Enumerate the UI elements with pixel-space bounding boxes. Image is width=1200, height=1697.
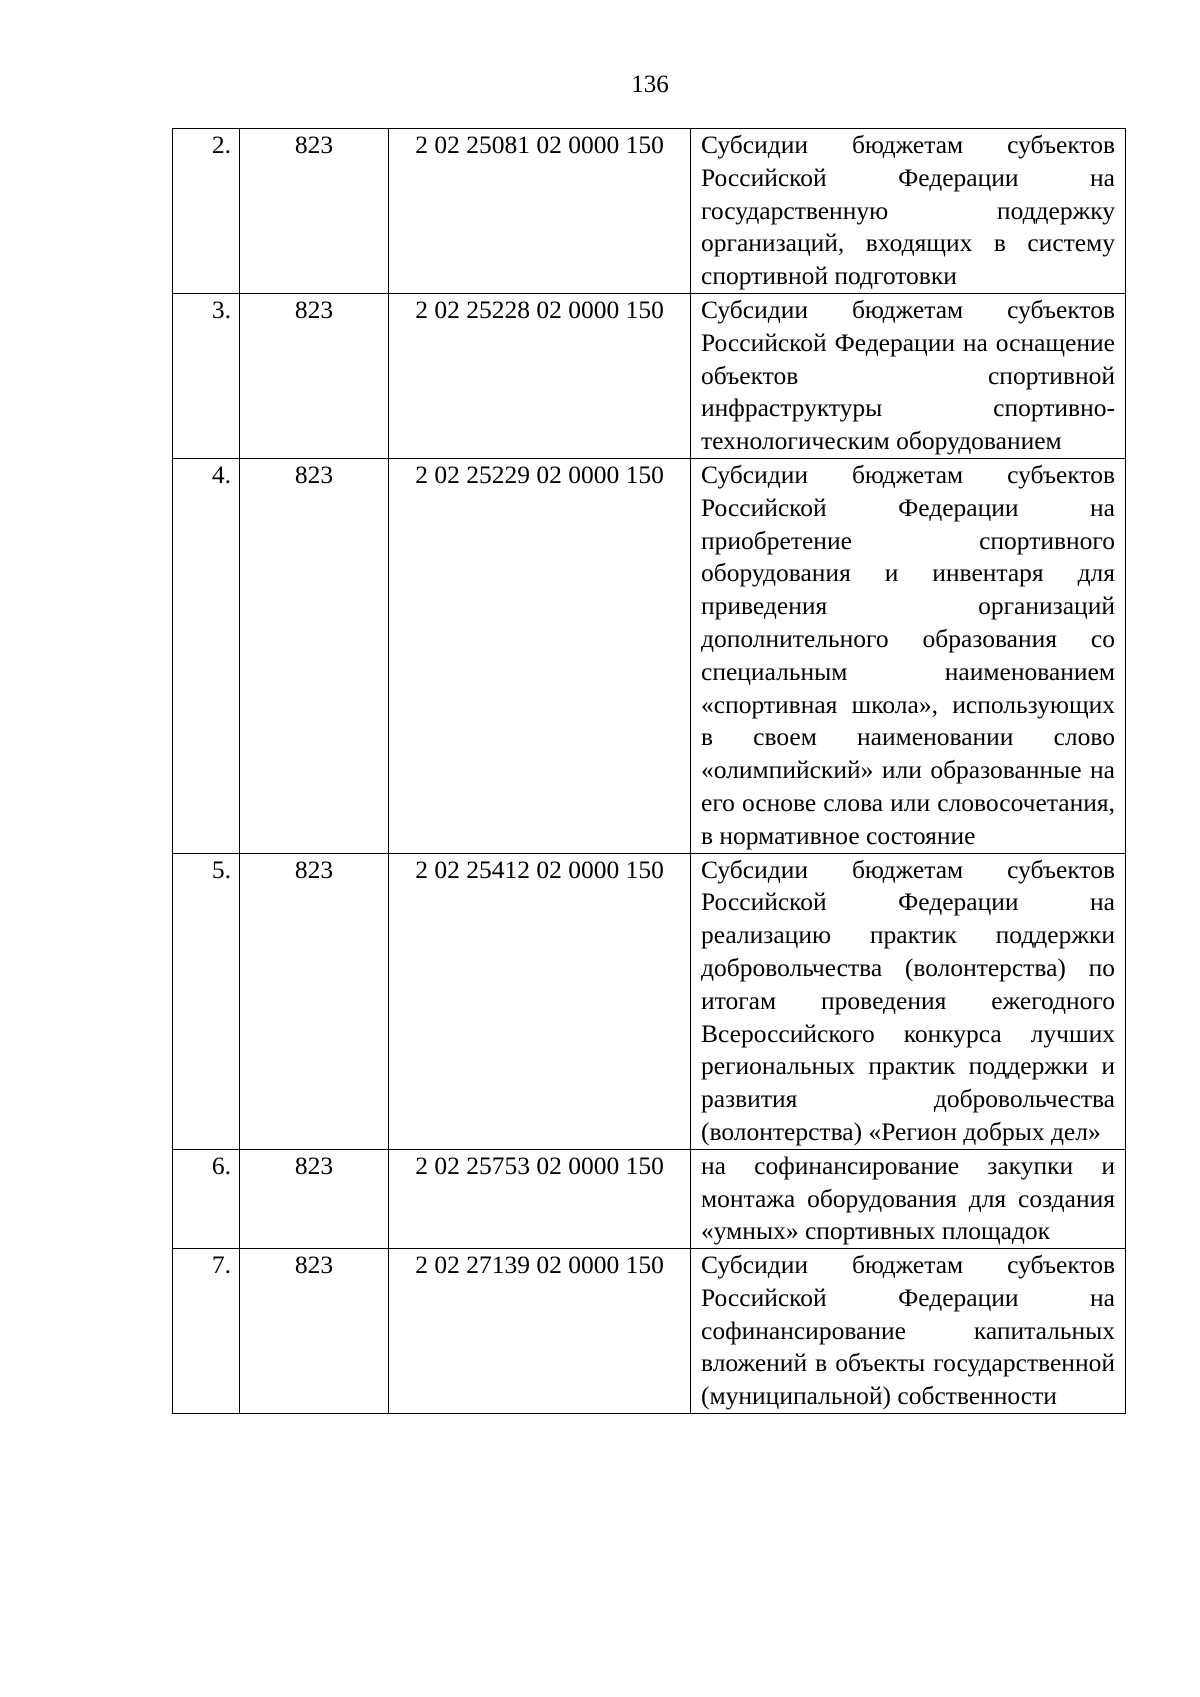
table-row [173,458,1126,853]
row-number: 2. [173,129,240,294]
income-description: Субсидии бюджетам субъектов Российской Федерации на софинансирование капитальных вложений в объекты государственной (муниципальной) собственности [691,1249,1126,1414]
page-number: 136 [631,71,669,98]
admin-code: 823 [240,1149,389,1248]
income-description: Субсидии бюджетам субъектов Российской Федерации на приобретение спортивного оборудования и инвентаря для приведения организаций дополнительного образования со специальным наименованием «спортивная школа», использующих в своем наименовании слово «олимпийский» или образованные на его основе слова или словосочетания, в нормативное состояние [691,458,1126,853]
table-row [173,1149,1126,1248]
table-row [173,853,1126,1149]
table-row [173,293,1126,458]
admin-code: 823 [240,293,389,458]
income-description: Субсидии бюджетам субъектов Российской Федерации на оснащение объектов спортивной инфраструктуры спортивно-технологическим оборудованием [691,293,1126,458]
table-row [173,129,1126,294]
budget-classification-code: 2 02 25753 02 0000 150 [389,1149,691,1248]
revenue-codes-table [172,128,1126,1414]
budget-classification-code: 2 02 27139 02 0000 150 [389,1249,691,1414]
budget-classification-code: 2 02 25228 02 0000 150 [389,293,691,458]
row-number: 7. [173,1249,240,1414]
budget-classification-code: 2 02 25412 02 0000 150 [389,853,691,1149]
budget-classification-code: 2 02 25229 02 0000 150 [389,458,691,853]
budget-classification-code: 2 02 25081 02 0000 150 [389,129,691,294]
admin-code: 823 [240,1249,389,1414]
income-description: Субсидии бюджетам субъектов Российской Федерации на государственную поддержку организаций, входящих в систему спортивной подготовки [691,129,1126,294]
admin-code: 823 [240,458,389,853]
row-number: 5. [173,853,240,1149]
admin-code: 823 [240,129,389,294]
row-number: 4. [173,458,240,853]
table-row [173,1249,1126,1414]
row-number: 6. [173,1149,240,1248]
income-description: на софинансирование закупки и монтажа оборудования для создания «умных» спортивных площадок [691,1149,1126,1248]
row-number: 3. [173,293,240,458]
admin-code: 823 [240,853,389,1149]
income-description: Субсидии бюджетам субъектов Российской Федерации на реализацию практик поддержки добровольчества (волонтерства) по итогам проведения ежегодного Всероссийского конкурса лучших региональных практик поддержки и развития добровольчества (волонтерства) «Регион добрых дел» [691,853,1126,1149]
